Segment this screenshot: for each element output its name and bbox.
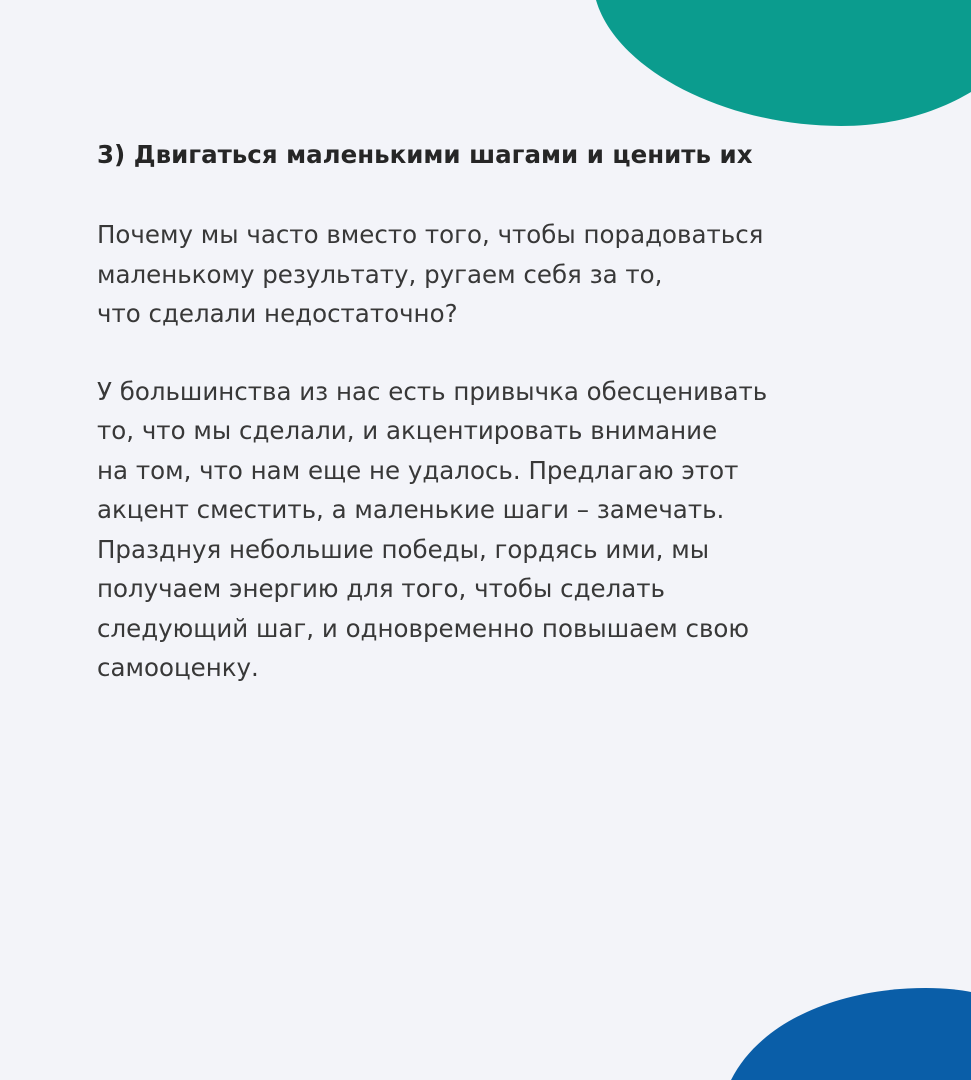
decorative-blob-top xyxy=(596,0,971,130)
paragraph-line: Празднуя небольшие победы, гордясь ими, мы xyxy=(97,534,710,564)
paragraph-line: самооценку. xyxy=(97,653,259,682)
paragraph-line: маленькому результату, ругаем себя за то, xyxy=(97,259,663,289)
post-content xyxy=(97,136,897,688)
paragraph-line: акцент сместить, а маленькие шаги – замечать. xyxy=(97,495,725,524)
paragraph-line: получаем энергию для того, чтобы сделать xyxy=(97,574,665,603)
paragraph-line: то, что мы сделали, и акцентировать внимание xyxy=(97,416,718,445)
paragraph-line: на том, что нам еще не удалось. Предлагаю этот xyxy=(97,455,739,485)
paragraph-line: что сделали недостаточно? xyxy=(97,299,458,328)
blob-top-shape xyxy=(596,0,971,126)
section-heading: 3) Двигаться маленькими шагами и ценить их xyxy=(97,140,753,169)
blob-bottom-shape xyxy=(731,988,971,1080)
paragraph-line: Почему мы часто вместо того, чтобы порадоваться xyxy=(97,220,764,249)
decorative-blob-bottom xyxy=(731,980,971,1080)
paragraph-question xyxy=(97,215,897,334)
paragraph-line: У большинства из нас есть привычка обесценивать xyxy=(97,376,768,406)
paragraph-advice xyxy=(97,372,897,688)
paragraph-line: следующий шаг, и одновременно повышаем свою xyxy=(97,613,750,643)
